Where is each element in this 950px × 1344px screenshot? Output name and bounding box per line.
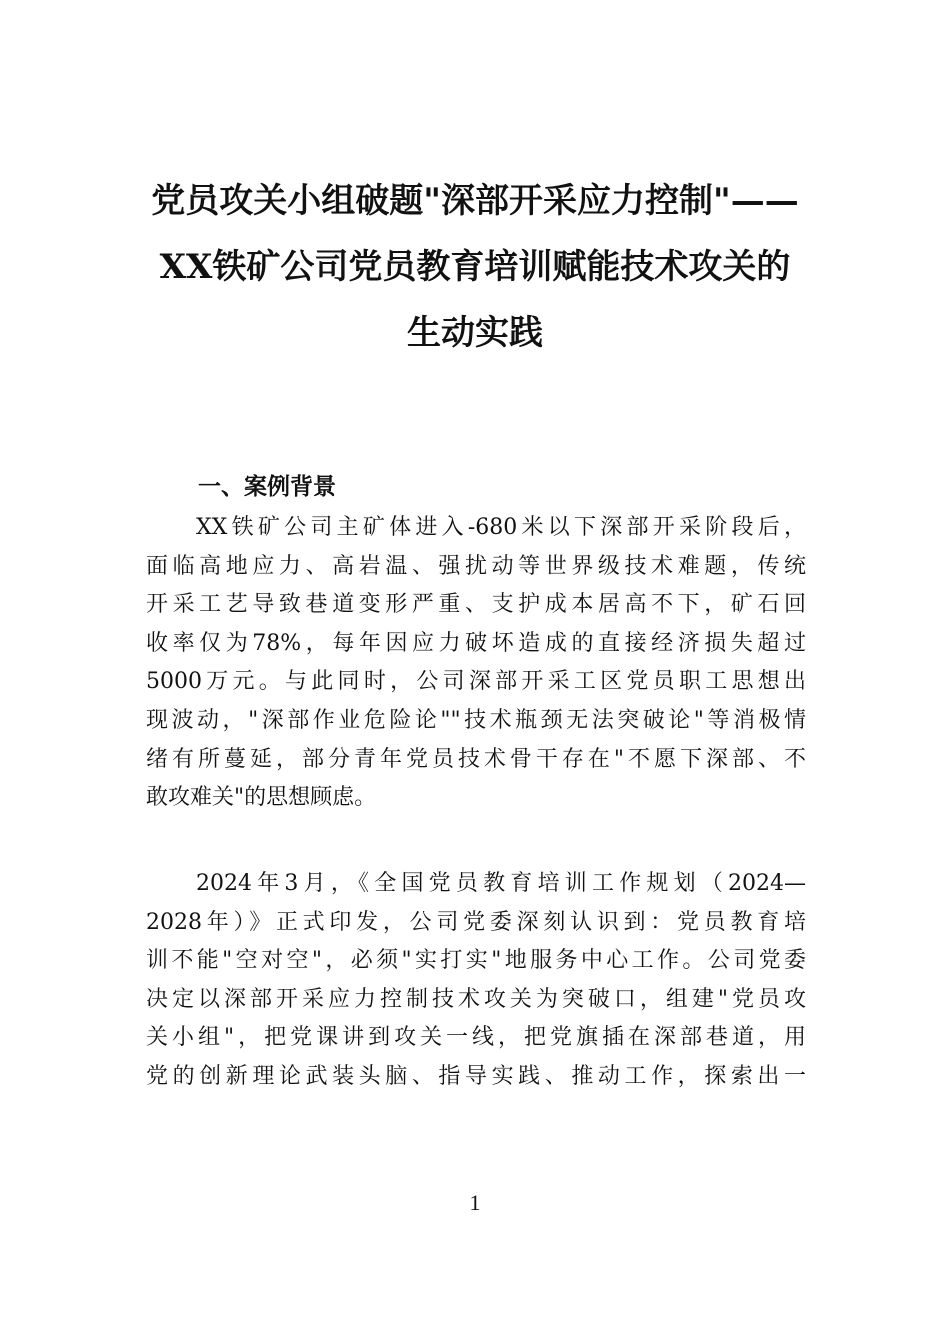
- paragraph-background: [146, 509, 806, 818]
- paragraph-line: 开采工艺导致巷道变形严重、支护成本居高不下，矿石回: [146, 592, 806, 618]
- document-title: [130, 168, 820, 366]
- paragraph-line: 5000万元。与此同时，公司深部开采工区党员职工思想出: [146, 669, 806, 695]
- title-line: XX铁矿公司党员教育培训赋能技术攻关的: [159, 247, 791, 287]
- paragraph-line: 绪有所蔓延，部分青年党员技术骨干存在"不愿下深部、不: [146, 746, 806, 772]
- paragraph-line: 2024年3月，《全国党员教育培训工作规划（2024—: [196, 871, 806, 896]
- paragraph-line: 面临高地应力、高岩温、强扰动等世界级技术难题，传统: [146, 553, 806, 579]
- title-line: 党员攻关小组破题"深部开采应力控制"——: [151, 181, 799, 221]
- paragraph-line: 现波动，"深部作业危险论""技术瓶颈无法突破论"等消极情: [146, 707, 806, 733]
- paragraph-line: 收率仅为78%，每年因应力破坏造成的直接经济损失超过: [146, 630, 806, 656]
- page-number: 1: [469, 1190, 481, 1215]
- title-line: 生动实践: [407, 313, 543, 353]
- paragraph-line: 训不能"空对空"，必须"实打实"地服务中心工作。公司党委: [146, 948, 806, 974]
- section-heading: 一、案例背景: [198, 474, 336, 500]
- paragraph-plan: [146, 865, 806, 1097]
- paragraph-line: XX铁矿公司主矿体进入-680米以下深部开采阶段后，: [196, 515, 806, 540]
- paragraph-line: 党的创新理论武装头脑、指导实践、推动工作，探索出一: [146, 1063, 806, 1089]
- paragraph-line: 关小组"，把党课讲到攻关一线，把党旗插在深部巷道，用: [146, 1025, 806, 1051]
- paragraph-line: 2028年）》正式印发，公司党委深刻认识到：党员教育培: [146, 909, 806, 935]
- paragraph-line: 敢攻难关"的思想顾虑。: [146, 785, 377, 811]
- paragraph-line: 决定以深部开采应力控制技术攻关为突破口，组建"党员攻: [146, 986, 806, 1012]
